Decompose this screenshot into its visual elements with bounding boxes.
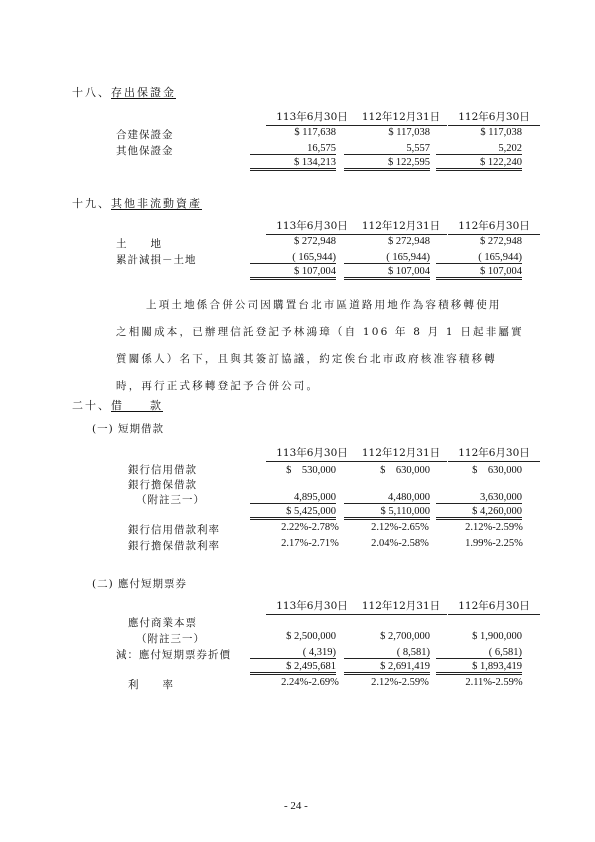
row-label: 銀行信用借款利率 <box>128 524 220 536</box>
row-label: 土 地 <box>116 238 162 250</box>
total-cell: $ 5,110,000 <box>344 506 430 520</box>
cell: 2.22%-2.78% <box>281 522 339 533</box>
row-label: 其他保證金 <box>116 145 174 157</box>
cell: 2.12%-2.59% <box>465 522 523 533</box>
cell: $ 530,000 <box>286 465 336 476</box>
total-cell: $ 122,240 <box>436 157 522 171</box>
cell: ( 165,944) <box>344 252 430 264</box>
cell: 4,480,000 <box>344 492 430 504</box>
section-18-heading <box>72 84 176 100</box>
section-number: 十九、 <box>72 197 111 210</box>
section-number: 二十、 <box>72 399 111 412</box>
row-label: 銀行擔保借款利率 <box>128 540 220 552</box>
row-label: （附註三一） <box>136 494 205 506</box>
cell: $ 272,948 <box>388 236 430 247</box>
col-header-1: 113年6月30日 <box>266 445 358 462</box>
col-header-2: 112年12月31日 <box>355 218 447 235</box>
cell: $ 272,948 <box>294 236 336 247</box>
cell: 4,895,000 <box>250 492 336 504</box>
row-label: 應付商業本票 <box>128 617 197 629</box>
row-label: 銀行擔保借款 <box>128 479 197 491</box>
paragraph-line: 質關係人）名下，且與其簽訂協議，約定俟台北市政府核准容積移轉 <box>116 353 497 365</box>
total-cell: $ 5,425,000 <box>250 506 336 520</box>
cell: $ 272,948 <box>480 236 522 247</box>
cell: $ 2,700,000 <box>380 631 430 642</box>
total-cell: $ 107,004 <box>250 266 336 280</box>
section-title: 借 款 <box>111 399 163 412</box>
cell: ( 4,319) <box>250 647 336 659</box>
subsection-heading: (一) 短期借款 <box>92 423 165 435</box>
total-cell: $ 2,691,419 <box>344 661 430 675</box>
section-title: 其他非流動資產 <box>111 197 202 210</box>
page-number: - 24 - <box>284 800 308 812</box>
cell: 2.17%-2.71% <box>281 538 339 549</box>
total-cell: $ 134,213 <box>250 157 336 171</box>
cell: $ 630,000 <box>380 465 430 476</box>
cell: 5,557 <box>344 143 430 155</box>
cell: 2.12%-2.59% <box>371 677 429 688</box>
cell: 1.99%-2.25% <box>465 538 523 549</box>
total-cell: $ 1,893,419 <box>436 661 522 675</box>
paragraph-line: 時，再行正式移轉登記予合併公司。 <box>116 380 320 392</box>
subsection-heading: (二) 應付短期票券 <box>92 578 188 590</box>
cell: $ 117,038 <box>480 127 522 138</box>
col-header-1: 113年6月30日 <box>266 598 358 615</box>
cell: 2.24%-2.69% <box>281 677 339 688</box>
col-header-1: 113年6月30日 <box>266 218 358 235</box>
cell: ( 165,944) <box>250 252 336 264</box>
col-header-3: 112年6月30日 <box>448 218 540 235</box>
cell: 2.11%-2.59% <box>465 677 523 688</box>
cell: $ 2,500,000 <box>286 631 336 642</box>
section-number: 十八、 <box>72 86 111 99</box>
total-cell: $ 2,495,681 <box>250 661 336 675</box>
cell: $ 117,638 <box>294 127 336 138</box>
total-cell: $ 107,004 <box>344 266 430 280</box>
paragraph-line: 之相關成本，已辦理信託登記予林鴻璋（自 106 年 8 月 1 日起非屬實 <box>116 326 524 338</box>
col-header-2: 112年12月31日 <box>355 109 447 126</box>
cell: 3,630,000 <box>436 492 522 504</box>
row-label: 合建保證金 <box>116 129 174 141</box>
section-title: 存出保證金 <box>111 86 176 99</box>
cell: ( 165,944) <box>436 252 522 264</box>
col-header-3: 112年6月30日 <box>448 445 540 462</box>
col-header-3: 112年6月30日 <box>448 109 540 126</box>
cell: ( 8,581) <box>344 647 430 659</box>
section-20-heading <box>72 397 163 413</box>
cell: 5,202 <box>436 143 522 155</box>
row-label: 銀行信用借款 <box>128 464 197 476</box>
total-cell: $ 122,595 <box>344 157 430 171</box>
section-19-heading <box>72 195 202 211</box>
col-header-1: 113年6月30日 <box>266 109 358 126</box>
row-label: 利 率 <box>128 679 174 691</box>
total-cell: $ 107,004 <box>436 266 522 280</box>
col-header-2: 112年12月31日 <box>355 445 447 462</box>
paragraph-line: 上項土地係合併公司因購置台北市區道路用地作為容積移轉使用 <box>146 299 502 311</box>
cell: ( 6,581) <box>436 647 522 659</box>
row-label: 減：應付短期票券折價 <box>116 649 231 661</box>
row-label: （附註三一） <box>136 633 205 645</box>
col-header-3: 112年6月30日 <box>448 598 540 615</box>
cell: 2.12%-2.65% <box>371 522 429 533</box>
col-header-2: 112年12月31日 <box>355 598 447 615</box>
cell: $ 1,900,000 <box>472 631 522 642</box>
cell: 2.04%-2.58% <box>371 538 429 549</box>
row-label: 累計減損－土地 <box>116 254 197 266</box>
total-cell: $ 4,260,000 <box>436 506 522 520</box>
cell: $ 630,000 <box>472 465 522 476</box>
cell: 16,575 <box>250 143 336 155</box>
cell: $ 117,038 <box>388 127 430 138</box>
